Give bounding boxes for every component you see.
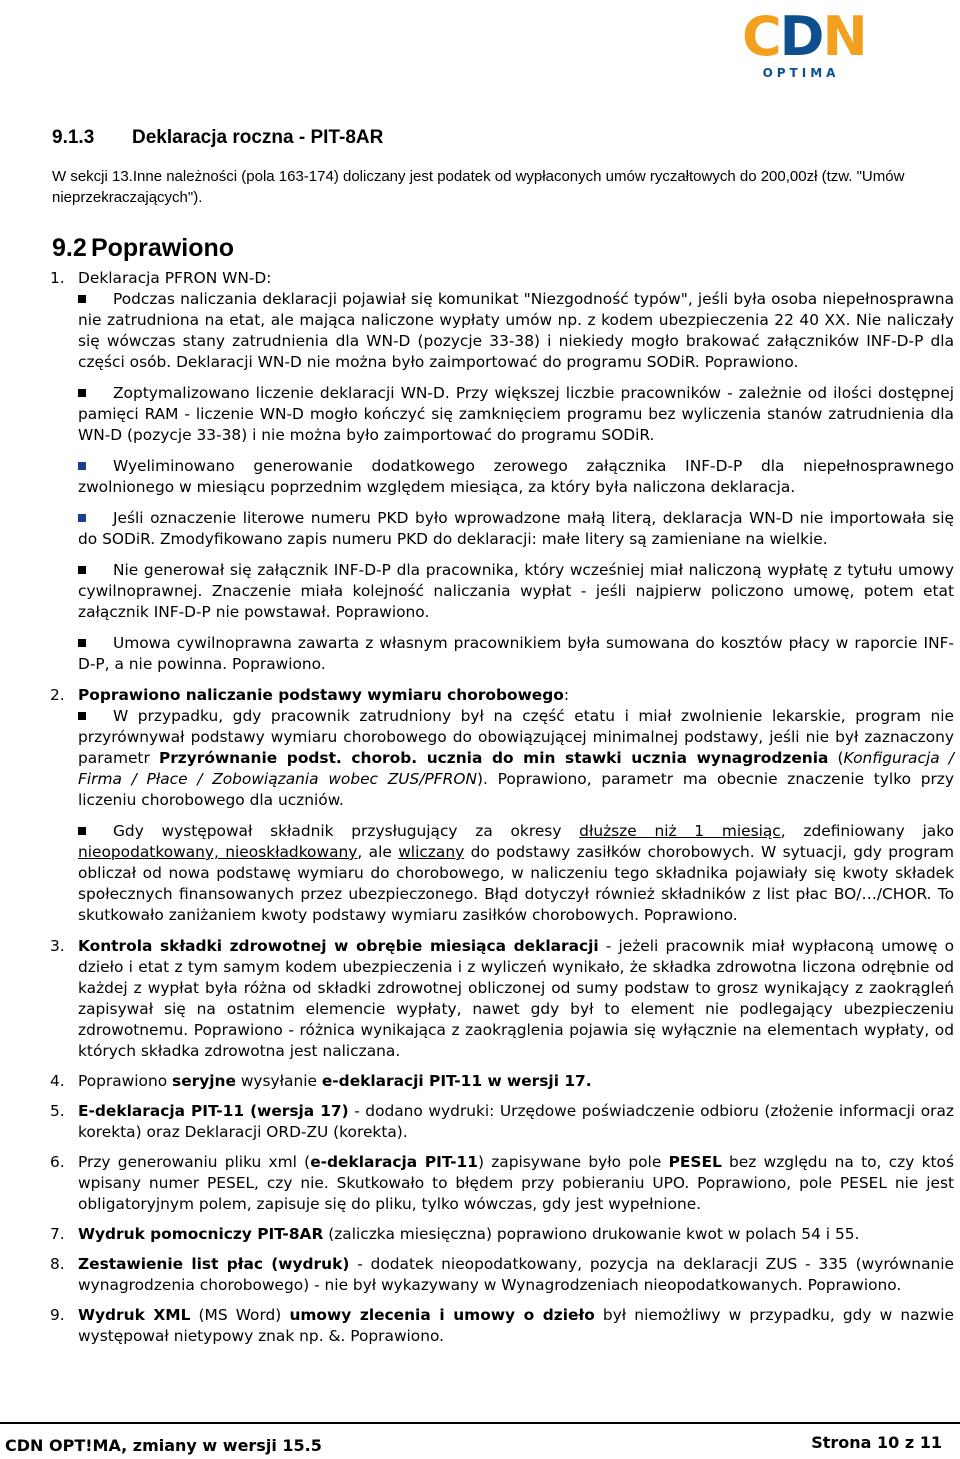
bullet-item: Zoptymalizowano liczenie deklaracji WN-D. Przy większej liczbie pracowników - zależnie od ilości dostępnej pamięci RAM - liczenie WN-D mogło kończyć się zamknięciem programu bez wyliczenia stanów zatrudnienia dla WN-D (pozycje 33-38) i nie można było zaimportować do programu SODiR. — [78, 384, 954, 444]
bullet-item: Wyeliminowano generowanie dodatkowego zerowego załącznika INF-D-P dla niepełnosprawnego zwolnionego w miesiącu poprzednim względem miesiąca, za który była naliczona deklaracja. — [78, 457, 954, 496]
list-item: 7. Wydruk pomocniczy PIT-8AR (zaliczka miesięczna) poprawiono drukowanie kwot w polach 54 i 55. — [50, 1225, 860, 1243]
page-number: Strona 10 z 11 — [811, 1433, 942, 1452]
fixes-list — [50, 268, 954, 1356]
list-item: 2. Poprawiono naliczanie podstawy wymiaru chorobowego: W przypadku, gdy pracownik zatrudniony był na część etatu i miał zwolnienie lekarskie, program nie przyrównywał podstawy wymiaru chorobowego do obowiązującej minimalnej podstawy, jeśli nie był zaznaczony parametr Przyrównanie podst. chorob. ucznia do min stawki ucznia wynagrodzenia (Konfiguracja / Firma / Płace / Zobowiązania wobec ZUS/PFRON). Poprawiono, parametr ma obecnie znaczenie tylko przy liczeniu chorobowego dla uczniów. Gdy występował składnik przysługujący za okresy dłuższe niż 1 miesiąc, zdefiniowany jako nieopodatkowany, nieoskładkowany, ale wliczany do podstawy zasiłków chorobowych. W sytuacji, gdy program obliczał od nowa podstawę wymiaru do chorobowego, w naliczeniu tego składnika pojawiały się kwoty składek społecznych finansowanych przez ubezpieczonego. Błąd dotyczył również składników z list płac BO/…/CHOR. To skutkowało zaniżaniem kwoty podstawy wymiaru zasiłków chorobowych. Poprawiono. — [50, 686, 954, 924]
list-item: 4. Poprawiono seryjne wysyłanie e-deklaracji PIT-11 w wersji 17. — [50, 1072, 592, 1090]
bullet-item: Jeśli oznaczenie literowe numeru PKD było wprowadzone małą literą, deklaracja WN-D nie importowała się do SODiR. Zmodyfikowano zapis numeru PKD do deklaracji: małe litery są zamieniane na wielkie. — [78, 509, 954, 548]
footer-divider — [0, 1422, 960, 1424]
cdn-optima-logo — [742, 5, 866, 92]
list-item: 8. Zestawienie list płac (wydruk) - dodatek nieopodatkowany, pozycja na deklaracji ZUS - 335 (wyrównanie wynagrodzenia chorobowego) - nie był wykazywany w Wynagrodzeniach nieopodatkowanych. Poprawiono. — [50, 1255, 954, 1294]
bullet-item: Gdy występował składnik przysługujący za okresy dłuższe niż 1 miesiąc, zdefiniowany jako nieopodatkowany, nieoskładkowany, ale wliczany do podstawy zasiłków chorobowych. W sytuacji, gdy program obliczał od nowa podstawę wymiaru do chorobowego, w naliczeniu tego składnika pojawiały się kwoty składek społecznych finansowanych przez ubezpieczonego. Błąd dotyczył również składników z list płac BO/…/CHOR. To skutkowało zaniżaniem kwoty podstawy wymiaru zasiłków chorobowych. Poprawiono. — [78, 822, 954, 924]
footer-version: CDN OPT!MA, zmiany w wersji 15.5 — [5, 1436, 322, 1455]
bullet-item: Podczas naliczania deklaracji pojawiał się komunikat "Niezgodność typów", jeśli była osoba niepełnosprawna nie zatrudniona na etat, ale mająca naliczone wypłaty umów np. z kodem ubezpieczenia 22 40 XX. Nie naliczały się wówczas stany zatrudnienia dla WN-D (pozycje 33-38) i niekiedy mogło brakować załączników INF-D-P dla części osób. Deklaracji WN-D nie można było zaimportować do programu SODiR. Poprawiono. — [78, 290, 954, 371]
list-item: 5. E-deklaracja PIT-11 (wersja 17) - dodano wydruki: Urzędowe poświadczenie odbioru (złożenie informacji oraz korekta) oraz Deklaracji ORD-ZU (korekta). — [50, 1102, 954, 1141]
logo-wordmark: CDN — [742, 5, 866, 68]
bullet-item: Nie generował się załącznik INF-D-P dla pracownika, który wcześniej miał naliczoną wypłatę z tytułu umowy cywilnoprawnej. Znaczenie miała kolejność naliczania wypłat - jeśli najpierw policzono umowę, potem etat załącznik INF-D-P nie powstawał. Poprawiono. — [78, 561, 954, 621]
list-item: 9. Wydruk XML (MS Word) umowy zlecenia i umowy o dzieło był niemożliwy w przypadku, gdy w nazwie występował nietypowy znak np. &. Poprawiono. — [50, 1306, 954, 1345]
fixed-heading: 9.2 Poprawiono — [52, 234, 235, 262]
bullet-item: Umowa cywilnoprawna zawarta z własnym pracownikiem była sumowana do kosztów płacy w raporcie INF-D-P, a nie powinna. Poprawiono. — [78, 634, 954, 673]
list-item: 3. Kontrola składki zdrowotnej w obrębie miesiąca deklaracji - jeżeli pracownik miał wypłaconą umowę o dzieło i etat z tym samym kodem ubezpieczenia i z wyliczeń wynikało, że składka zdrowotna liczona odrębnie od każdej z wypłat była różna od składki zdrowotnej obliczonej od sumy podstaw to grosz wynikający z zaokrągleń zapisywał się na ostatnim elemencie wypłaty, nawet gdy był to element nie podlegający ubezpieczeniu zdrowotnemu. Poprawiono - różnica wynikająca z zaokrąglenia pojawia się wyłącznie na elementach wypłaty, od których składka zdrowotna jest naliczana. — [50, 937, 954, 1060]
list-item: 6. Przy generowaniu pliku xml (e-deklaracja PIT-11) zapisywane było pole PESEL bez względu na to, czy ktoś wpisany numer PESEL, czy nie. Skutkowało to błędem przy pobieraniu UPO. Poprawiono, pole PESEL nie jest obligatoryjnym polem, zapisuje się do pliku, tylko wówczas, gdy jest wypełnione. — [50, 1153, 954, 1213]
section-heading: 9.1.3 Deklaracja roczna - PIT-8AR — [52, 127, 384, 148]
bullet-item: W przypadku, gdy pracownik zatrudniony był na część etatu i miał zwolnienie lekarskie, program nie przyrównywał podstawy wymiaru chorobowego do obowiązującej minimalnej podstawy, jeśli nie był zaznaczony parametr Przyrównanie podst. chorob. ucznia do min stawki ucznia wynagrodzenia (Konfiguracja / Firma / Płace / Zobowiązania wobec ZUS/PFRON). Poprawiono, parametr ma obecnie znaczenie tylko przy liczeniu chorobowego dla uczniów. — [78, 707, 954, 809]
section-intro: W sekcji 13.Inne należności (pola 163-174) doliczany jest podatek od wypłaconych umów ryczałtowych do 200,00zł (tzw. "Umów nieprzekraczających"). — [52, 168, 905, 206]
logo-subtitle: OPTIMA — [762, 66, 840, 80]
list-item: 1. Deklaracja PFRON WN-D: Podczas naliczania deklaracji pojawiał się komunikat "Niezgodność typów", jeśli była osoba niepełnosprawna nie zatrudniona na etat, ale mająca naliczone wypłaty umów np. z kodem ubezpieczenia 22 40 XX. Nie naliczały się wówczas stany zatrudnienia dla WN-D (pozycje 33-38) i niekiedy mogło brakować załączników INF-D-P dla części osób. Deklaracji WN-D nie można było zaimportować do programu SODiR. Poprawiono. Zoptymalizowano liczenie deklaracji WN-D. Przy większej liczbie pracowników - zależnie od ilości dostępnej pamięci RAM - liczenie WN-D mogło kończyć się zamknięciem programu bez wyliczenia stanów zatrudnienia dla WN-D (pozycje 33-38) i nie można było zaimportować do programu SODiR. Wyeliminowano generowanie dodatkowego zerowego załącznika INF-D-P dla niepełnosprawnego zwolnionego w miesiącu poprzednim względem miesiąca, za który była naliczona deklaracja. Jeśli oznaczenie literowe numeru PKD było wprowadzone małą literą, deklaracja WN-D nie importowała się do SODiR. Zmodyfikowano zapis numeru PKD do deklaracji: małe litery są zamieniane na wielkie. Nie generował się załącznik INF-D-P dla pracownika, który wcześniej miał naliczoną wypłatę z tytułu umowy cywilnoprawnej. Znaczenie miała kolejność naliczania wypłat - jeśli najpierw policzono umowę, potem etat załącznik INF-D-P nie powstawał. Poprawiono. Umowa cywilnoprawna zawarta z własnym pracownikiem była sumowana do kosztów płacy w raporcie INF-D-P, a nie powinna. Poprawiono. — [50, 269, 954, 673]
